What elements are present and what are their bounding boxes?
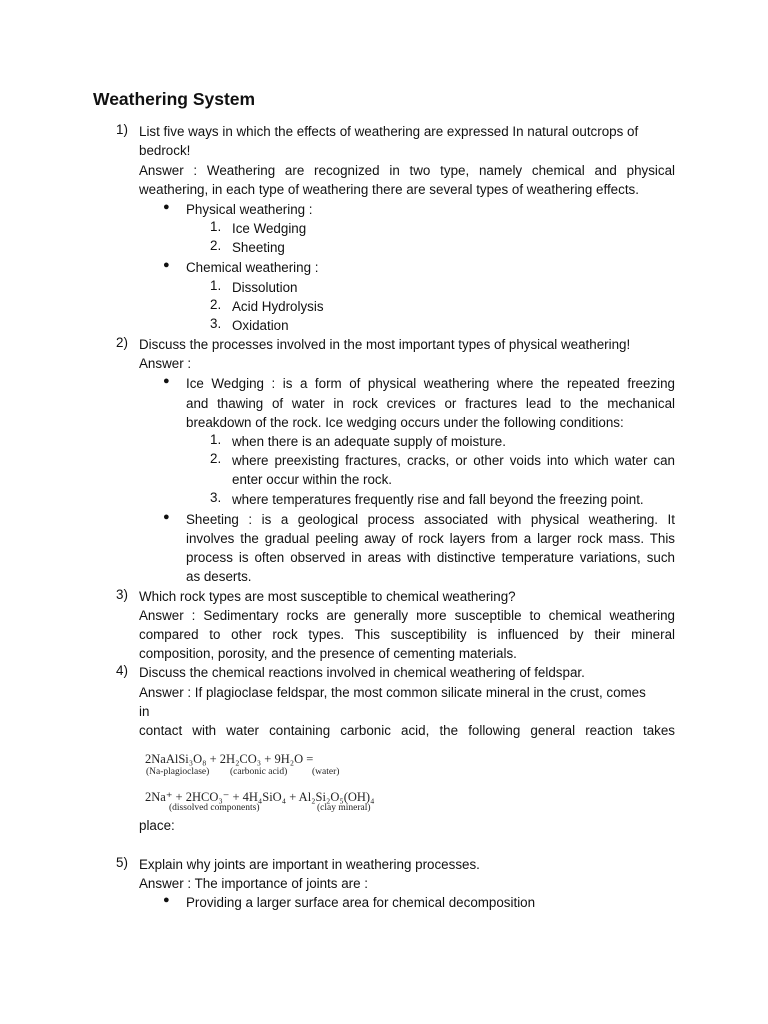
equation-label: (water)	[312, 767, 340, 777]
answer-5-bullet-1: Providing a larger surface area for chemical decomposition	[186, 895, 536, 910]
answer-4-line-2: in	[139, 704, 150, 719]
answer-4-line-3: contact with water containing carbonic acid, the following general reaction takes	[139, 723, 675, 738]
sheeting-line-1: Sheeting : is a geological process associated with physical weathering. It	[186, 512, 675, 527]
chemical-item: Dissolution	[232, 280, 298, 295]
question-1-number: 1)	[116, 122, 128, 137]
list-number: 1.	[210, 219, 222, 234]
question-3-number: 3)	[116, 587, 128, 602]
ice-wedging-line-2: and thawing of water in rock crevices or fractures lead to the mechanical	[186, 396, 675, 411]
answer-4-line-1: Answer : If plagioclase feldspar, the most common silicate mineral in the crust, comes	[139, 685, 646, 700]
list-number: 1.	[210, 432, 222, 447]
question-5-number: 5)	[116, 855, 128, 870]
sheeting-line-2: involves the gradual peeling away of rock layers from a larger rock mass. This	[186, 531, 675, 546]
chemical-weathering-label: Chemical weathering :	[186, 260, 319, 275]
equation-products: 2Na⁺ + 2HCO₃⁻ + 4H₄SiO₄ + Al₂Si₂O₅(OH)₄	[145, 790, 375, 804]
ice-condition-2-cont: enter occur within the rock.	[232, 472, 393, 487]
physical-item: Ice Wedging	[232, 221, 307, 236]
list-number: 2.	[210, 297, 222, 312]
ice-wedging-line-3: breakdown of the rock. Ice wedging occurs under the following conditions:	[186, 415, 624, 430]
bullet-icon: ●	[163, 894, 170, 906]
answer-3-line-2: compared to other rock types. This susceptibility is influenced by their mineral	[139, 627, 675, 642]
list-number: 2.	[210, 451, 222, 466]
physical-item: Sheeting	[232, 240, 285, 255]
question-2-text: Discuss the processes involved in the most important types of physical weathering!	[139, 337, 631, 352]
bullet-icon: ●	[163, 375, 170, 387]
ice-condition-1: when there is an adequate supply of moisture.	[232, 434, 506, 449]
question-1-text: List five ways in which the effects of weathering are expressed In natural outcrops of	[139, 124, 639, 139]
physical-weathering-label: Physical weathering :	[186, 202, 313, 217]
answer-2-label: Answer :	[139, 356, 192, 371]
ice-condition-3: where temperatures frequently rise and fall beyond the freezing point.	[232, 492, 644, 507]
question-4-text: Discuss the chemical reactions involved in chemical weathering of feldspar.	[139, 665, 585, 680]
question-1-text-cont: bedrock!	[139, 143, 191, 158]
answer-1-line-2: weathering, in each type of weathering there are several types of weathering effects.	[139, 182, 639, 197]
chemical-item: Oxidation	[232, 318, 289, 333]
bullet-icon: ●	[163, 511, 170, 523]
question-3-text: Which rock types are most susceptible to chemical weathering?	[139, 589, 516, 604]
answer-3-line-1: Answer : Sedimentary rocks are generally more susceptible to chemical weathering	[139, 608, 675, 623]
answer-5-label: Answer : The importance of joints are :	[139, 876, 368, 891]
list-number: 2.	[210, 238, 222, 253]
equation-label: (dissolved components)	[169, 803, 260, 813]
list-number: 3.	[210, 316, 222, 331]
answer-3-line-3: composition, porosity, and the presence of cementing materials.	[139, 646, 517, 661]
ice-condition-2: where preexisting fractures, cracks, or other voids into which water can	[232, 453, 675, 468]
answer-4-line-4: place:	[139, 818, 175, 833]
sheeting-line-4: as deserts.	[186, 569, 252, 584]
question-4-number: 4)	[116, 663, 128, 678]
chemical-item: Acid Hydrolysis	[232, 299, 324, 314]
list-number: 1.	[210, 278, 222, 293]
answer-1-line-1: Answer : Weathering are recognized in two type, namely chemical and physical	[139, 163, 675, 178]
bullet-icon: ●	[163, 259, 170, 271]
equation-label: (Na-plagioclase)	[146, 767, 210, 777]
question-5-text: Explain why joints are important in weathering processes.	[139, 857, 480, 872]
equation-reactants: 2NaAlSi₃O₈ + 2H₂CO₃ + 9H₂O =	[145, 752, 314, 766]
page-title: Weathering System	[93, 89, 256, 109]
sheeting-line-3: process is often observed in areas with distinctive temperature variations, such	[186, 550, 675, 565]
ice-wedging-line-1: Ice Wedging : is a form of physical weathering where the repeated freezing	[186, 376, 675, 391]
question-2-number: 2)	[116, 335, 128, 350]
list-number: 3.	[210, 490, 222, 505]
equation-label: (clay mineral)	[317, 803, 371, 813]
bullet-icon: ●	[163, 201, 170, 213]
equation-label: (carbonic acid)	[230, 767, 288, 777]
